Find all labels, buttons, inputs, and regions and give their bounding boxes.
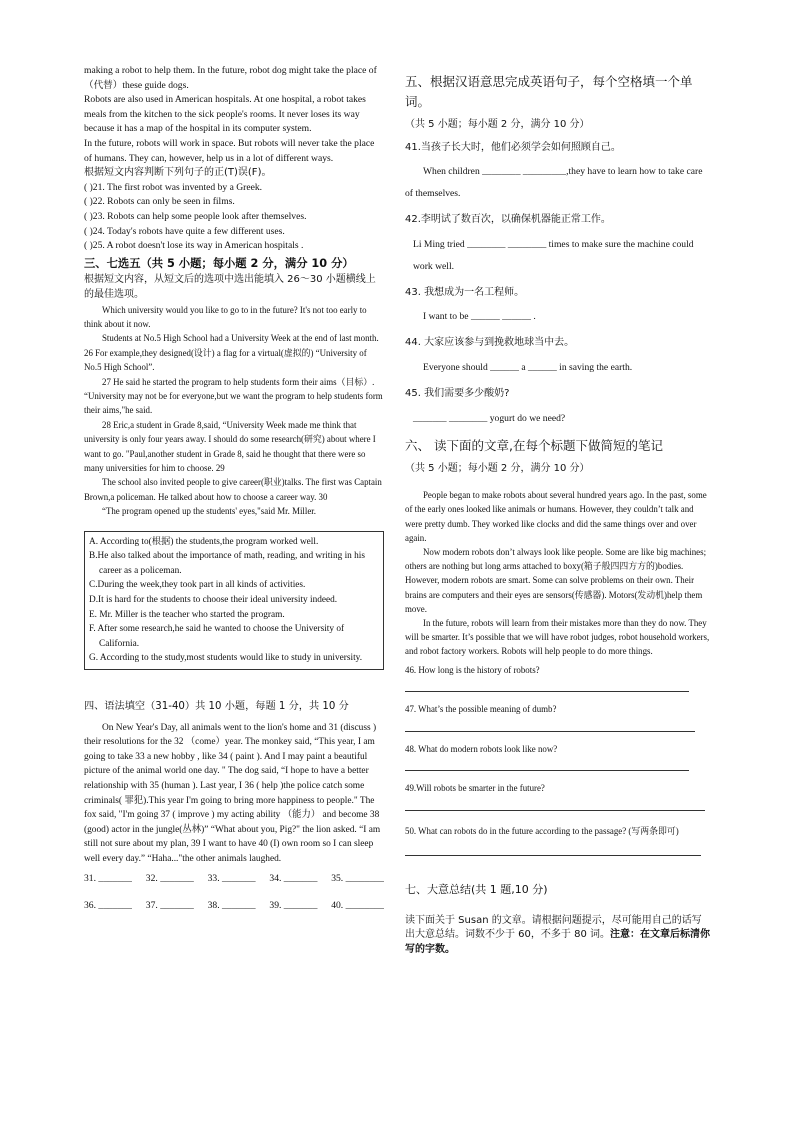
option-f: F. After some research,he said he wanted to choose the University of California. xyxy=(89,624,345,649)
passage-paragraph: making a robot to help them. In the future, robot dog might take the place of （代替）these guide dogs. xyxy=(84,65,377,91)
option-a: A. According to(根据) the students,the program worked well. xyxy=(89,536,319,547)
note-question: 47. What’s the possible meaning of dumb? xyxy=(405,704,557,715)
passage-paragraph: In the future, robots will learn from their mistakes more than they do now. They will be smarter. It’s possible that we will have robot judges, robot household workers, and robot factory workers. Robots will help people to do more things. xyxy=(405,617,710,657)
answer-blank[interactable]: 31. _______ xyxy=(84,873,132,885)
note-question: 46. How long is the history of robots? xyxy=(405,664,540,675)
left-column xyxy=(84,64,384,914)
section-5-subtitle: （共 5 小题；每小题 2 分，满分 10 分） xyxy=(405,119,590,130)
section-6-questions xyxy=(405,663,710,856)
answer-blank[interactable]: 39. _______ xyxy=(269,900,318,912)
translation-sentence[interactable]: Li Ming tried ________ ________ times to make sure the machine could work well. xyxy=(413,238,694,272)
translation-prompt: 42.李明试了数百次，以确保机器能正常工作。 xyxy=(405,214,611,226)
translation-sentence[interactable]: When children ________ _________,they have to learn how to take care of themselves. xyxy=(405,166,703,200)
passage-paragraph: Which university would you like to go to in the future? It's not too early to think about it now. xyxy=(84,304,367,329)
note-question: 50. What can robots do in the future according to the passage? (写两条即可) xyxy=(405,825,679,836)
tf-item: ( )22. Robots can only be seen in films. xyxy=(84,196,235,208)
answer-line[interactable] xyxy=(405,717,695,732)
option-g: G. According to the study,most students would like to study in university. xyxy=(89,653,363,664)
translation-sentence[interactable]: _______ ________ yogurt do we need? xyxy=(413,412,566,424)
options-box xyxy=(84,531,384,670)
option-e: E. Mr. Miller is the teacher who started the program. xyxy=(89,609,285,620)
section-3-title: 三、七选五（共 5 小题；每小题 2 分，满分 10 分） xyxy=(84,256,354,270)
answer-blank[interactable]: 34. _______ xyxy=(269,873,318,885)
answer-blank[interactable]: 38. _______ xyxy=(207,900,256,912)
translation-prompt: 45. 我们需要多少酸奶? xyxy=(405,387,510,399)
translation-sentence[interactable]: Everyone should ______ a ______ in saving the earth. xyxy=(423,361,633,373)
section-7-title: 七、大意总结(共 1 题,10 分) xyxy=(405,882,548,896)
section-6-title: 六、 读下面的文章,在每个标题下做简短的笔记 xyxy=(405,437,663,453)
translation-sentence[interactable]: I want to be ______ ______ . xyxy=(423,311,536,323)
answer-blank[interactable]: 36. _______ xyxy=(84,900,132,912)
section-6-passage xyxy=(405,488,710,658)
passage-paragraph: 28 Eric,a student in Grade 8,said, “University Week made me think that university is only four years away. I should do some research(研究) about where I want to go. "Paul,another student in Grade 8, said he thought that there were so many universities for him to choose. 29 xyxy=(84,419,376,473)
passage-paragraph: Robots are also used in American hospitals. At one hospital, a robot takes meals from the kitchen to the sick people's rooms. It never loses its way because it has a map of the hospital in its computer system. xyxy=(84,94,366,135)
answer-blank[interactable]: 35. ________ xyxy=(331,873,384,885)
answer-row xyxy=(84,899,384,914)
passage-paragraph: Now modern robots don’t always look like people. Some are like big machines; others are nothing but long arms attached to boxy(箱子般四四方方的)bodies. However, modern robots are smart. Some can solve problems on their own. Their brains are computers and their eyes are sensors(传感器). Motors(发动机)help them move. xyxy=(405,546,707,614)
answer-blank[interactable]: 40. ________ xyxy=(331,900,384,912)
section-3-passage xyxy=(84,303,384,519)
passage-paragraph: 27 He said he started the program to help students form their aims（目标）. “University may not be for everyone,but we want the program to help students form their aims,"he said. xyxy=(84,376,383,416)
summary-instruction: 读下面关于 Susan 的文章。请根据问题提示，尽可能用自己的话写出大意总结。词数不少于 60，不多于 80 词。 xyxy=(405,914,702,941)
note-question: 48. What do modern robots look like now? xyxy=(405,743,558,754)
translation-prompt: 44. 大家应该参与到挽救地球当中去。 xyxy=(405,337,575,349)
answer-line[interactable] xyxy=(405,756,689,771)
right-column xyxy=(405,72,710,957)
tf-item: ( )21. The first robot was invented by a Greek. xyxy=(84,181,263,193)
answer-blank[interactable]: 33. _______ xyxy=(207,873,256,885)
passage-paragraph: Students at No.5 High School had a University Week at the end of last month. 26 For example,they designed(设计) a flag for a virtual(虚拟的) “University of No.5 High School”. xyxy=(84,333,379,373)
option-d: D.It is hard for the students to choose their ideal university indeed. xyxy=(89,594,338,605)
passage-paragraph: The school also invited people to give career(职业)talks. The first was Captain Brown,a policeman. He talked about how to choose a career way. 30 xyxy=(84,477,382,502)
translation-prompt: 43. 我想成为一名工程师。 xyxy=(405,286,525,298)
option-c: C.During the week,they took part in all kinds of activities. xyxy=(89,580,306,591)
answer-blank[interactable]: 32. _______ xyxy=(145,873,194,885)
tf-item: ( )23. Robots can help some people look after themselves. xyxy=(84,210,307,222)
answer-line[interactable] xyxy=(405,796,705,811)
passage-paragraph: “The program opened up the students' eyes,"said Mr. Miller. xyxy=(102,506,316,517)
answer-line[interactable] xyxy=(405,841,701,856)
section-6-subtitle: （共 5 小题；每小题 2 分，满分 10 分） xyxy=(405,462,590,474)
section-5-title: 五、根据汉语意思完成英语句子，每个空格填一个单词。 xyxy=(405,74,693,109)
answer-line[interactable] xyxy=(405,677,689,692)
section-3-instruction: 根据短文内容，从短文后的选项中选出能填入 26～30 小题横线上的最佳选项。 xyxy=(84,274,376,300)
tf-instruction: 根据短文内容判断下列句子的正(T)误(F)。 xyxy=(84,167,272,179)
answer-row xyxy=(84,872,384,887)
passage-paragraph: People began to make robots about several hundred years ago. In the past, some of the early ones looked like animals or humans. However, they couldn’t talk and were pretty dumb. They worked like clocks and did the same things over and over again. xyxy=(405,490,707,543)
grammar-passage: On New Year's Day, all animals went to the lion's home and 31 (discuss ) their resolutions for the 32 （come）year. The monkey said, “This year, I am going to take 33 a new hobby , like 34 ( paint ). And I may paint a beautiful picture of the animal world one day. " The dog said, “I hope to have a better relationship with 35 (human ). Last year, I 36 ( help )the police catch some criminals( 罪犯).This year I'm going to bring more happiness to people." The fox said, "I'm going 37 ( improve ) my acting ability （能力） and become 38 (good) actor in the jungle(丛林)” “What about you, Pig?" the lion asked. “I am still not sure about my plan, 39 I want to have 40 (I) own room so I can sleep well every day.” “Haha..."the other animals laughed. xyxy=(84,722,381,864)
summary-note: 注意：在文章后标清你写的字数。 xyxy=(405,929,710,955)
note-question: 49.Will robots be smarter in the future? xyxy=(405,783,545,794)
answer-blank[interactable]: 37. _______ xyxy=(145,900,194,912)
tf-item: ( )24. Today's robots have quite a few different uses. xyxy=(84,225,285,237)
section-4-title: 四、语法填空（31-40）共 10 小题，每题 1 分，共 10 分 xyxy=(84,700,349,712)
tf-item: ( )25. A robot doesn't lose its way in American hospitals . xyxy=(84,240,304,252)
option-b: B.He also talked about the importance of math, reading, and writing in his career as a policeman. xyxy=(89,551,365,576)
translation-prompt: 41.当孩子长大时，他们必须学会如何照顾自己。 xyxy=(405,141,621,153)
section-7-instruction xyxy=(405,914,710,958)
passage-paragraph: In the future, robots will work in space. But robots will never take the place of humans. They can, however, help us in a lot of different ways. xyxy=(84,137,375,164)
